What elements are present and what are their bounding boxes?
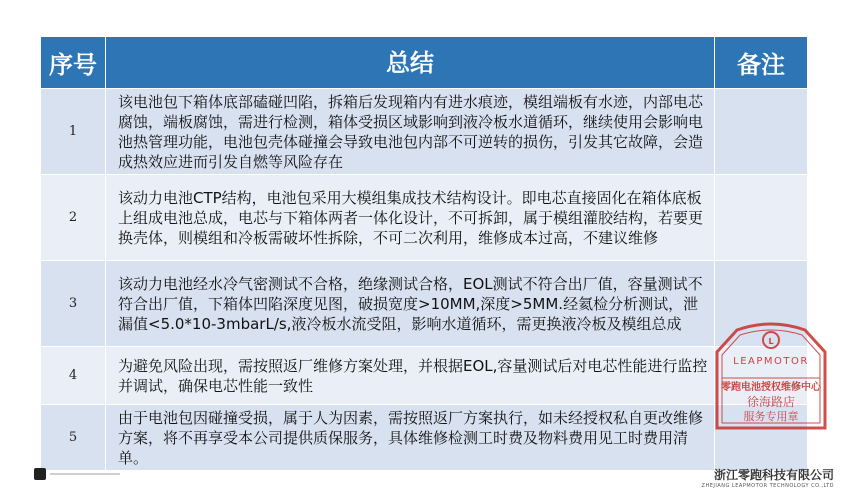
row-number: 1 <box>41 89 106 175</box>
row-number: 5 <box>41 405 106 471</box>
leapmotor-logo <box>34 467 124 481</box>
row-summary: 由于电池包因碰撞受损，属于人为因素，需按照返厂方案执行，如未经授权私自更改维修方案，将不再享受本公司提供质保服务，具体维修检测工时费及物料费用见工时费用清单。 <box>106 405 715 471</box>
row-note <box>715 405 808 471</box>
row-summary: 该电池包下箱体底部磕碰凹陷，拆箱后发现箱内有进水痕迹，模组端板有水迹，内部电芯腐蚀，端板腐蚀，需进行检测，箱体受损区域影响到液冷板水道循环，继续使用会影响电池热管理功能，电池包壳体碰撞会导致电池包内部不可逆转的损伤，引发其它故障，会造成热效应进而引发自燃等风险存在 <box>106 89 715 175</box>
row-note <box>715 347 808 405</box>
row-summary: 该动力电池经水冷气密测试不合格，绝缘测试合格，EOL测试不符合出厂值，容量测试不符合出厂值，下箱体凹陷深度见图，破损宽度>10MM,深度>5MM.经氦检分析测试，泄漏值<5.0*10-3mbarL/s,液冷板水流受阻，影响水道循环，需更换液冷板及模组总成 <box>106 261 715 347</box>
stamp-brand: LEAPMOTOR <box>733 356 809 367</box>
row-summary: 为避免风险出现，需按照返厂维修方案处理，并根据EOL,容量测试后对电芯性能进行监控并调试，确保电芯性能一致性 <box>106 347 715 405</box>
row-note <box>715 89 808 175</box>
row-number: 4 <box>41 347 106 405</box>
row-note <box>715 175 808 261</box>
summary-table <box>40 36 808 471</box>
row-summary: 该动力电池CTP结构，电池包采用大模组集成技术结构设计。即电芯直接固化在箱体底板上组成电池总成，电芯与下箱体两者一体化设计，不可拆卸，属于模组灌胶结构，若要更换壳体，则模组和冷板需破坏性拆除，不可二次利用，维修成本过高，不建议维修 <box>106 175 715 261</box>
row-number: 2 <box>41 175 106 261</box>
table-row <box>41 175 808 261</box>
table-header-row <box>41 37 808 89</box>
stamp-line2: 徐海路店 <box>746 395 796 409</box>
company-name-en: ZHEJIANG LEAPMOTOR TECHNOLOGY CO.,LTD <box>701 483 834 489</box>
footer-company <box>702 466 834 489</box>
row-note <box>715 261 808 347</box>
row-number: 3 <box>41 261 106 347</box>
stamp-line3: 服务专用章 <box>743 410 799 423</box>
company-name-cn: 浙江零跑科技有限公司 <box>713 468 834 482</box>
header-note: 备注 <box>715 37 808 89</box>
header-summary: 总结 <box>106 37 715 89</box>
stamp-line1: 零跑电池授权维修中心 <box>721 382 821 393</box>
table-row <box>41 261 808 347</box>
table-row <box>41 405 808 471</box>
svg-text:L: L <box>768 337 774 346</box>
table-row <box>41 347 808 405</box>
table-row <box>41 89 808 175</box>
header-no: 序号 <box>41 37 106 89</box>
